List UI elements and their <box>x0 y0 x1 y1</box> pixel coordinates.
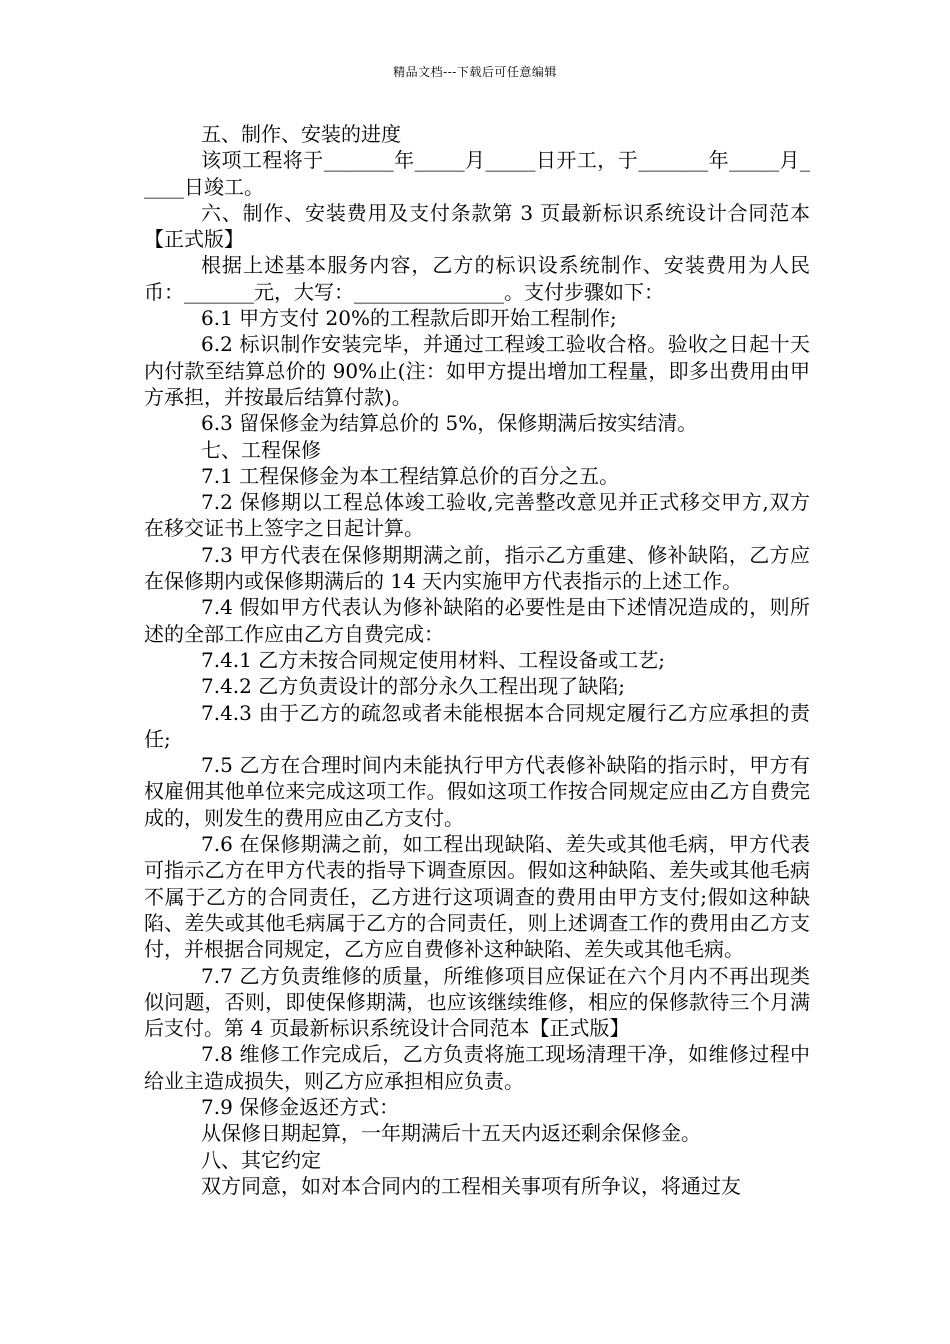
clause-7-3: 7.3 甲方代表在保修期期满之前，指示乙方重建、修补缺陷，乙方应在保修期内或保修期满后的 14 天内实施甲方代表指示的上述工作。 <box>144 542 810 594</box>
paragraph-fees: 根据上述基本服务内容，乙方的标识设系统制作、安装费用为人民币：_______元，大写：_______________。支付步骤如下： <box>144 253 810 304</box>
clause-7-7: 7.7 乙方负责维修的质量，所维修项目应保证在六个月内不再出现类似问题，否则，即使保修期满，也应该继续维修，相应的保修款待三个月满后支付。第 4 页最新标识系统设计合同范本【正式版】 <box>144 963 810 1041</box>
clause-7-4-3: 7.4.3 由于乙方的疏忽或者未能根据本合同规定履行乙方应承担的责任; <box>144 700 810 751</box>
clause-7-4-2: 7.4.2 乙方负责设计的部分永久工程出现了缺陷; <box>201 674 625 699</box>
clause-6-3: 6.3 留保修金为结算总价的 5%，保修期满后按实结清。 <box>201 411 698 436</box>
clause-6-2: 6.2 标识制作安装完毕，并通过工程竣工验收合格。验收之日起十天内付款至结算总价的 90%止(注：如甲方提出增加工程量，即多出费用由甲方承担，并按最后结算付款)。 <box>144 332 810 409</box>
clause-7-1: 7.1 工程保修金为本工程结算总价的百分之五。 <box>201 463 620 488</box>
clause-7-5: 7.5 乙方在合理时间内未能执行甲方代表修补缺陷的指示时，甲方有权雇佣其他单位来完成这项工作。假如这项工作按合同规定应由乙方自费完成的，则发生的费用应由乙方支付。 <box>144 753 810 830</box>
document-body <box>144 121 810 1199</box>
section-heading-7: 七、工程保修 <box>201 437 321 462</box>
clause-7-2: 7.2 保修期以工程总体竣工验收,完善整改意见并正式移交甲方,双方在移交证书上签字之日起计算。 <box>144 490 810 541</box>
section-heading-6: 六、制作、安装费用及支付条款第 3 页最新标识系统设计合同范本【正式版】 <box>144 200 810 252</box>
clause-7-6: 7.6 在保修期满之前，如工程出现缺陷、差失或其他毛病，甲方代表可指示乙方在甲方代表的指导下调查原因。假如这种缺陷、差失或其他毛病不属于乙方的合同责任，乙方进行这项调查的费用由甲方支付;假如这种缺陷、差失或其他毛病属于乙方的合同责任，则上述调查工作的费用由乙方支付，并根据合同规定，乙方应自费修补这种缺陷、差失或其他毛病。 <box>144 832 810 962</box>
clause-7-4-1: 7.4.1 乙方未按合同规定使用材料、工程设备或工艺; <box>201 647 665 672</box>
section-heading-8: 八、其它约定 <box>201 1147 321 1172</box>
paragraph-schedule: 该项工程将于_______年_____月_____日开工，于_______年_____月_____日竣工。 <box>144 148 810 199</box>
section-heading-5: 五、制作、安装的进度 <box>201 122 401 146</box>
clause-7-4: 7.4 假如甲方代表认为修补缺陷的必要性是由下述情况造成的，则所述的全部工作应由乙方自费完成： <box>144 595 810 646</box>
paragraph-warranty-return: 从保修日期起算，一年期满后十五天内返还剩余保修金。 <box>201 1121 701 1146</box>
clause-6-1: 6.1 甲方支付 20%的工程款后即开始工程制作; <box>201 306 617 331</box>
clause-7-8: 7.8 维修工作完成后，乙方负责将施工现场清理干净，如维修过程中给业主造成损失，则乙方应承担相应负责。 <box>144 1042 810 1093</box>
paragraph-other-terms: 双方同意，如对本合同内的工程相关事项有所争议，将通过友 <box>201 1173 741 1198</box>
page-header: 精品文档---下载后可任意编辑 <box>393 65 557 79</box>
clause-7-9: 7.9 保修金返还方式： <box>201 1094 400 1119</box>
